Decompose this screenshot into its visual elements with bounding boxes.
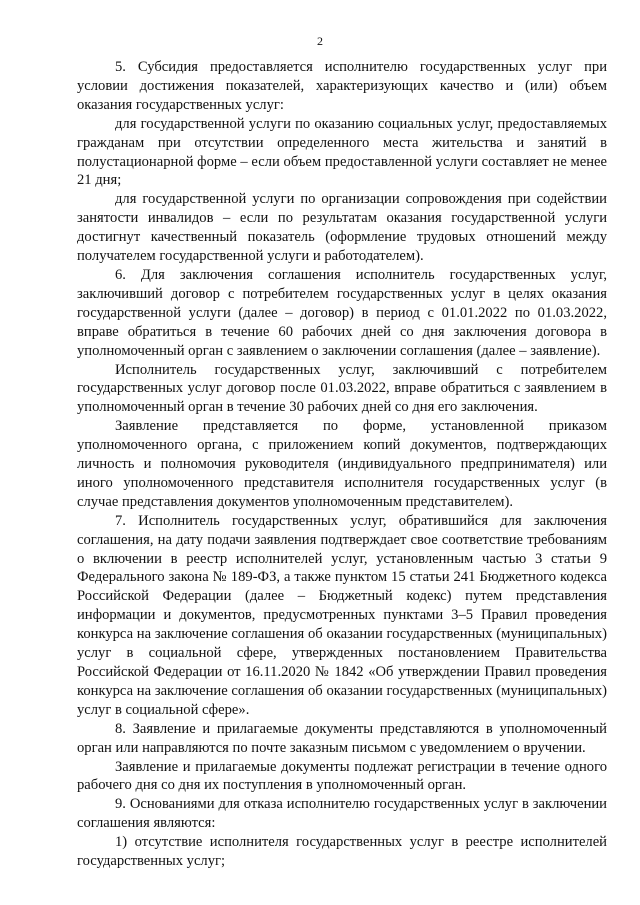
paragraph-6-application-form: Заявление представляется по форме, установленной приказом уполномоченного органа, с приложением копий документов, подтверждающих личность и полномочия руководителя (индивидуального предпринимателя) или иного уполномоченного представителя исполнителя государственных услуг (в случае представления документов уполномоченным представителем). — [77, 418, 607, 510]
paragraph-6: 6. Для заключения соглашения исполнитель государственных услуг, заключивший договор с потребителем государственных услуг в целях оказания государственной услуги (далее – договор) в период с 01.01.2022 по 01.03.2022, вправе обратиться в течение 60 рабочих дней со дня заключения договора в уполномоченный орган с заявлением о заключении соглашения (далее – заявление). — [77, 266, 607, 359]
paragraph-7: 7. Исполнитель государственных услуг, обратившийся для заключения соглашения, на дату подачи заявления подтверждает свое соответствие требованиям о включении в реестр исполнителей услуг, установленным частью 3 статьи 9 Федерального закона № 189-ФЗ, а также пунктом 15 статьи 241 Бюджетного кодекса Российской Федерации (далее – Бюджетный кодекс) путем представления информации и документов, предусмотренных пунктами 3–5 Правил проведения конкурса на заключение соглашения об оказании государственных (муниципальных) услуг в социальной сфере, утвержденных постановлением Правительства Российской Федерации от 16.11.2020 № 1842 «Об утверждении Правил проведения конкурса на заключение соглашения об оказании государственных (муниципальных) услуг в социальной сфере». — [77, 512, 607, 718]
paragraph-9-item-1: 1) отсутствие исполнителя государственных услуг в реестре исполнителей государственных услуг; — [77, 834, 607, 870]
paragraph-5-item-social-services: для государственной услуги по оказанию социальных услуг, предоставляемых гражданам при отсутствии определенного места жительства и занятий в полустационарной форме – если объем предоставленной услуги составляет не менее 21 дня; — [77, 115, 607, 189]
paragraph-5-item-employment-support: для государственной услуги по организации сопровождения при содействии занятости инвалидов – если по результатам оказания государственной услуги достигнут качественный показатель (оформление трудовых отношений между получателем государственной услуги и работодателем). — [77, 191, 607, 265]
page-number: 2 — [317, 34, 323, 48]
paragraph-9: 9. Основаниями для отказа исполнителю государственных услуг в заключении соглашения являются: — [77, 796, 607, 832]
paragraph-8: 8. Заявление и прилагаемые документы представляются в уполномоченный орган или направляются по почте заказным письмом с уведомлением о вручении. — [77, 720, 607, 756]
paragraph-5: 5. Субсидия предоставляется исполнителю государственных услуг при условии достижения показателей, характеризующих качество и (или) объем оказания государственных услуг: — [77, 59, 607, 113]
paragraph-6-after-date: Исполнитель государственных услуг, заключивший с потребителем государственных услуг договор после 01.03.2022, вправе обратиться с заявлением в уполномоченный орган в течение 30 рабочих дней со дня его заключения. — [77, 361, 607, 416]
paragraph-8-registration: Заявление и прилагаемые документы подлежат регистрации в течение одного рабочего дня со дня их поступления в уполномоченный орган. — [77, 758, 607, 794]
document-body — [77, 58, 607, 871]
